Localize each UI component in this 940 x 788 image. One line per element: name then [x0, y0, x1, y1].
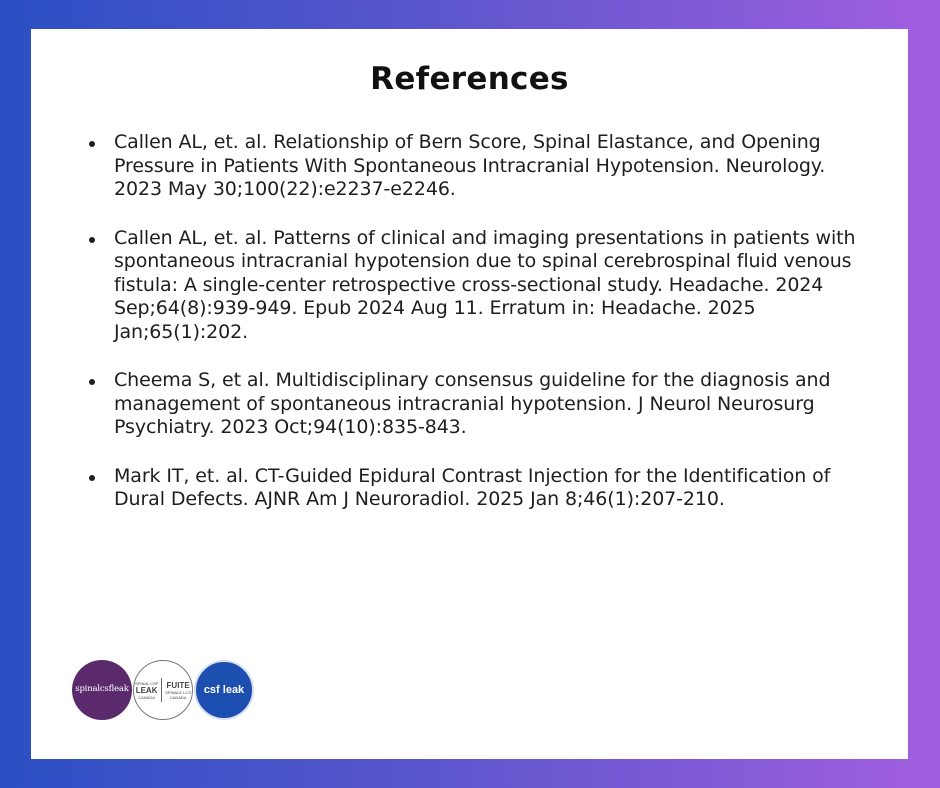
page-title: References — [370, 61, 569, 97]
logo-text: CANADA — [169, 694, 187, 700]
reference-item — [87, 369, 877, 440]
spinal-csf-leak-logo — [72, 660, 132, 720]
logo-divider — [161, 678, 162, 702]
logo-text: SPINAL CSF — [135, 680, 159, 686]
csf-leak-association-logo — [194, 660, 254, 720]
reference-item — [87, 131, 877, 202]
reference-text: Callen AL, et. al. Patterns of clinical and imaging presentations in patients with spontaneous intracranial hypotension due to spinal cerebrospinal fluid venous fistula: A single-center retrospective cross-sectional study. Headache. 2024 Sep;64(8):939-949. Epub 2024 Aug 11. Erratum in: Headache. 2025 Jan;65(1):202. — [114, 226, 856, 343]
bullet-icon — [89, 141, 95, 147]
logo-text: csf leak — [203, 684, 245, 696]
bullet-icon — [89, 475, 95, 481]
logo-text: CANADA — [138, 694, 155, 700]
partner-logos — [72, 660, 254, 722]
reference-text: Cheema S, et al. Multidisciplinary consensus guideline for the diagnosis and management of spontaneous intracranial hypotension. J Neurol Neurosurg Psychiatry. 2023 Oct;94(10):835-843. — [114, 369, 831, 438]
logo-text: SPINALE LCS — [165, 689, 191, 695]
logo-text: FUITE — [166, 680, 190, 690]
reference-text: Callen AL, et. al. Relationship of Bern Score, Spinal Elastance, and Opening Pressure in Patients With Spontaneous Intracranial Hypotension. Neurology. 2023 May 30;100(22):e2237-e2246. — [114, 131, 826, 200]
logo-text: spinalcsfleak — [75, 683, 129, 694]
bullet-icon — [89, 379, 95, 385]
reference-list — [87, 131, 877, 537]
logo-text: LEAK — [135, 685, 158, 695]
reference-item — [87, 465, 877, 512]
spinal-csf-leak-canada-logo — [133, 660, 193, 720]
content-card — [31, 29, 908, 759]
reference-text: Mark IT, et. al. CT-Guided Epidural Contrast Injection for the Identification of Dural Defects. AJNR Am J Neuroradiol. 2025 Jan 8;46(1):207-210. — [114, 464, 831, 510]
reference-item — [87, 227, 877, 345]
bullet-icon — [89, 237, 95, 243]
